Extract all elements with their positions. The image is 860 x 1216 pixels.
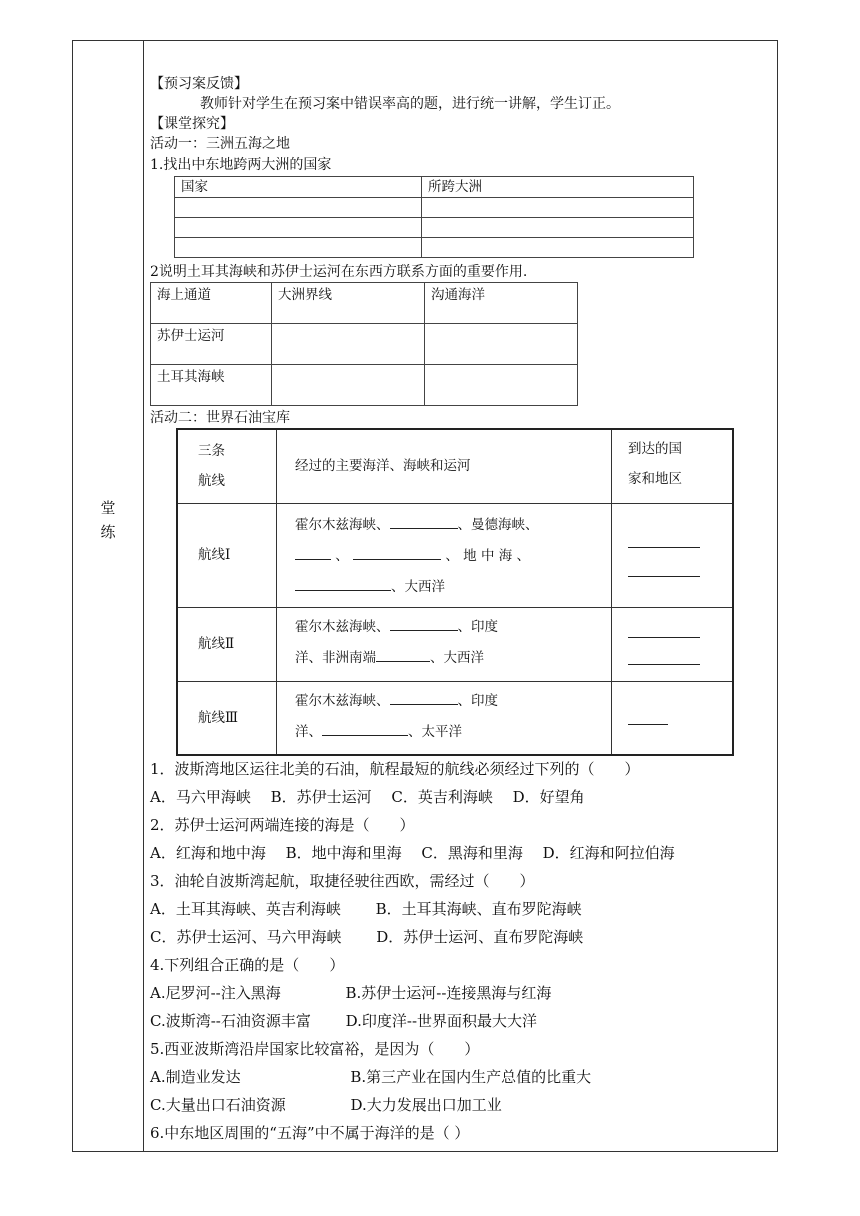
- question-line: 2．苏伊士运河两端连接的海是（ ）: [150, 816, 415, 834]
- middle-header: 经过的主要海洋、海峡和运河: [277, 429, 612, 503]
- country-cell[interactable]: [175, 238, 422, 258]
- dest-header-1: 到达的国: [628, 441, 682, 457]
- route-3-l1b: 、印度: [457, 692, 498, 709]
- activity1-title: 活动一：三洲五海之地: [150, 136, 290, 152]
- route-1-dest[interactable]: [612, 503, 734, 607]
- activity1-q2: 2说明土耳其海峡和苏伊士运河在东西方联系方面的重要作用.: [150, 264, 528, 280]
- answer-cell[interactable]: [272, 365, 425, 406]
- explore-title: 【课堂探究】: [150, 116, 234, 132]
- country-table: [174, 176, 694, 258]
- route-2-l1a: 霍尔木兹海峡、: [295, 618, 390, 635]
- route-1-l2a: 、: [335, 547, 349, 564]
- route-1-l1a: 霍尔木兹海峡、: [295, 516, 390, 533]
- question-line: C.大量出口石油资源 D.大力发展出口加工业: [150, 1096, 502, 1114]
- feedback-body: 教师针对学生在预习案中错误率高的题，进行统一讲解，学生订正。: [200, 96, 620, 112]
- activity1-q1: 1.找出中东地跨两大洲的国家: [150, 157, 332, 173]
- route-3-label: 航线Ⅲ: [177, 681, 277, 755]
- route-2-text: [277, 607, 612, 681]
- blank[interactable]: [390, 690, 458, 705]
- continent-header: 所跨大洲: [422, 177, 694, 198]
- route-2-dest[interactable]: [612, 607, 734, 681]
- ocean-header: 沟通海洋: [425, 283, 578, 324]
- route-3-l2a: 洋、: [295, 723, 322, 740]
- blank[interactable]: [390, 616, 458, 631]
- route-1-l1b: 、曼德海峡、: [457, 516, 539, 533]
- question-line: A.制造业发达 B.第三产业在国内生产总值的比重大: [150, 1068, 592, 1086]
- dest-header: [612, 429, 734, 503]
- route-2-l2b: 、大西洋: [430, 649, 484, 666]
- continent-cell[interactable]: [422, 238, 694, 258]
- turkish-row-label: 土耳其海峡: [151, 365, 272, 406]
- question-line: 4.下列组合正确的是（ ）: [150, 956, 345, 974]
- boundary-header: 大洲界线: [272, 283, 425, 324]
- route-1-text: [277, 503, 612, 607]
- feedback-title: 【预习案反馈】: [150, 76, 248, 92]
- question-line: C．苏伊士运河、马六甲海峡 D．苏伊士运河、直布罗陀海峡: [150, 928, 584, 946]
- route-1-l2b: 、 地 中 海 、: [445, 547, 531, 564]
- route-1-l3b: 、大西洋: [391, 578, 445, 595]
- side-label-2: 练: [100, 523, 116, 541]
- route-3-l1a: 霍尔木兹海峡、: [295, 692, 390, 709]
- route-header: [177, 429, 277, 503]
- continent-cell[interactable]: [422, 198, 694, 218]
- route-2-l1b: 、印度: [457, 618, 498, 635]
- passage-header: 海上通道: [151, 283, 272, 324]
- blank[interactable]: [295, 545, 331, 560]
- side-label-1: 堂: [100, 499, 116, 517]
- passage-table: [150, 282, 578, 406]
- country-cell[interactable]: [175, 218, 422, 238]
- question-line: C.波斯湾--石油资源丰富 D.印度洋--世界面积最大大洋: [150, 1012, 538, 1030]
- country-cell[interactable]: [175, 198, 422, 218]
- question-line: A．红海和地中海 B．地中海和里海 C．黑海和里海 D．红海和阿拉伯海: [150, 844, 675, 862]
- blank[interactable]: [390, 514, 458, 529]
- question-line: A.尼罗河--注入黑海 B.苏伊士运河--连接黑海与红海: [150, 984, 552, 1002]
- route-1-label: 航线Ⅰ: [177, 503, 277, 607]
- question-line: 6.中东地区周围的“五海”中不属于海洋的是（ ）: [150, 1124, 470, 1142]
- route-header-1: 三条: [198, 443, 225, 459]
- question-line: 5.西亚波斯湾沿岸国家比较富裕，是因为（ ）: [150, 1040, 480, 1058]
- continent-cell[interactable]: [422, 218, 694, 238]
- question-line: 3．油轮自波斯湾起航，取捷径驶往西欧，需经过（ ）: [150, 872, 535, 890]
- answer-cell[interactable]: [272, 324, 425, 365]
- blank[interactable]: [353, 545, 441, 560]
- route-3-text: [277, 681, 612, 755]
- dest-header-2: 家和地区: [628, 471, 682, 487]
- blank[interactable]: [295, 576, 391, 591]
- answer-cell[interactable]: [425, 324, 578, 365]
- route-3-dest[interactable]: [612, 681, 734, 755]
- question-line: A．土耳其海峡、英吉利海峡 B．土耳其海峡、直布罗陀海峡: [150, 900, 582, 918]
- suez-row-label: 苏伊士运河: [151, 324, 272, 365]
- question-line: A．马六甲海峡 B．苏伊士运河 C．英吉利海峡 D．好望角: [150, 788, 585, 806]
- country-header: 国家: [175, 177, 422, 198]
- oil-route-table: [176, 428, 734, 756]
- question-line: 1．波斯湾地区运往北美的石油，航程最短的航线必须经过下列的（ ）: [150, 760, 640, 778]
- route-2-label: 航线Ⅱ: [177, 607, 277, 681]
- route-3-l2b: 、太平洋: [408, 723, 462, 740]
- left-column: [72, 40, 144, 1152]
- blank[interactable]: [322, 721, 408, 736]
- answer-cell[interactable]: [425, 365, 578, 406]
- activity2-title: 活动二：世界石油宝库: [150, 410, 290, 426]
- route-2-l2a: 洋、非洲南端: [295, 649, 376, 666]
- route-header-2: 航线: [198, 473, 225, 489]
- blank[interactable]: [376, 647, 430, 662]
